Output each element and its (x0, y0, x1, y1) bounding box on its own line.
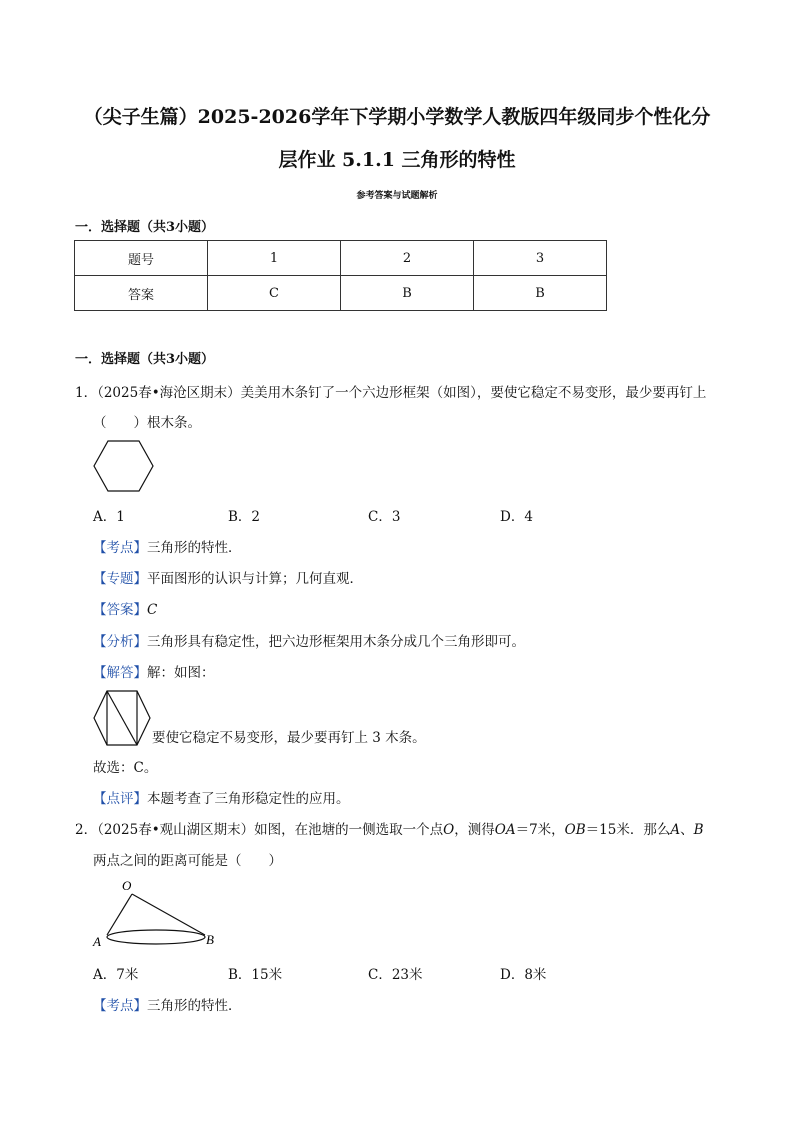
answer-table (74, 240, 607, 311)
document-title-line-2: 层作业 5.1.1 三角形的特性 (278, 149, 516, 171)
kaodian-text: 三角形的特性． (147, 998, 242, 1014)
hexagon-shape (94, 441, 153, 491)
q2-segment-oa: OA (494, 822, 516, 838)
section-heading-answers: 一．选择题（共3小题） (75, 220, 215, 235)
question-2-stem-continued: 两点之间的距离可能是（ ） (93, 853, 282, 869)
segment-oa (107, 894, 132, 935)
q2-text: ，测得 (454, 822, 495, 838)
option-c: C．3 (368, 509, 401, 525)
option-b: B．2 (228, 509, 261, 525)
label-b: B (206, 932, 214, 947)
table-cell: 2 (341, 241, 474, 276)
q2-segment-ob: OB (564, 822, 586, 838)
selected-answer: 故选：C。 (93, 760, 158, 776)
answer-table-row-numbers (75, 241, 607, 276)
zhuanti-text: 平面图形的认识与计算；几何直观． (147, 571, 363, 587)
answer-line (93, 598, 157, 618)
q2-text: ＝15米．那么 (585, 822, 671, 838)
solution-text: 解：如图： (147, 665, 215, 681)
hexagon-solution-figure (93, 690, 151, 746)
comment-tag: 【点评】 (93, 791, 147, 807)
pond-figure (90, 876, 230, 952)
label-a: A (93, 934, 101, 949)
option-d: D．8米 (500, 967, 547, 983)
label-o: O (122, 878, 132, 893)
zhuanti-line (93, 567, 363, 587)
option-a: A．1 (93, 509, 125, 525)
q2-point-a: A (670, 822, 681, 838)
section-heading-questions: 一．选择题（共3小题） (75, 352, 215, 367)
answer-text: C (147, 602, 158, 618)
table-cell: B (341, 276, 474, 311)
answer-table-row-answers (75, 276, 607, 311)
question-2-stem (75, 818, 704, 838)
figure-caption: 要使它稳定不易变形，最少要再钉上 3 木条。 (152, 730, 426, 746)
diagonal-line (107, 691, 137, 745)
q2-text: 、 (680, 822, 694, 838)
document-title-line-1: （尖子生篇）2025-2026学年下学期小学数学人教版四年级同步个性化分 (83, 106, 711, 128)
comment-line (93, 787, 350, 807)
q2-text: ＝7米， (515, 822, 565, 838)
comment-text: 本题考查了三角形稳定性的应用。 (147, 791, 350, 807)
table-cell: C (208, 276, 341, 311)
q2-point-o: O (443, 822, 455, 838)
answer-tag: 【答案】 (93, 602, 147, 618)
question-1-stem-continued: （ ）根木条。 (93, 415, 201, 431)
table-cell: 题号 (75, 241, 208, 276)
option-a: A．7米 (93, 967, 139, 983)
option-b: B．15米 (228, 967, 283, 983)
table-cell: 1 (208, 241, 341, 276)
question-1-stem: 1．（2025春•海沧区期末）美美用木条钉了一个六边形框架（如图），要使它稳定不易变形，最少要再钉上 (75, 385, 707, 401)
hexagon-figure (93, 440, 155, 492)
solution-line (93, 661, 215, 681)
q2-point-b: B (693, 822, 704, 838)
pond-ellipse (107, 930, 205, 944)
kaodian-text: 三角形的特性． (147, 540, 242, 556)
kaodian-line (93, 994, 242, 1014)
zhuanti-tag: 【专题】 (93, 571, 147, 587)
segment-ob (132, 894, 205, 935)
document-subtitle: 参考答案与试题解析 (356, 191, 438, 201)
solution-tag: 【解答】 (93, 665, 147, 681)
option-c: C．23米 (368, 967, 423, 983)
table-cell: 3 (474, 241, 607, 276)
table-cell: B (474, 276, 607, 311)
kaodian-tag: 【考点】 (93, 540, 147, 556)
option-d: D．4 (500, 509, 533, 525)
analysis-tag: 【分析】 (93, 634, 147, 650)
kaodian-line (93, 536, 242, 556)
kaodian-tag: 【考点】 (93, 998, 147, 1014)
analysis-text: 三角形具有稳定性，把六边形框架用木条分成几个三角形即可。 (147, 634, 525, 650)
q2-text: 2．（2025春•观山湖区期末）如图，在池塘的一侧选取一个点 (75, 822, 444, 838)
table-cell: 答案 (75, 276, 208, 311)
analysis-line (93, 630, 525, 650)
